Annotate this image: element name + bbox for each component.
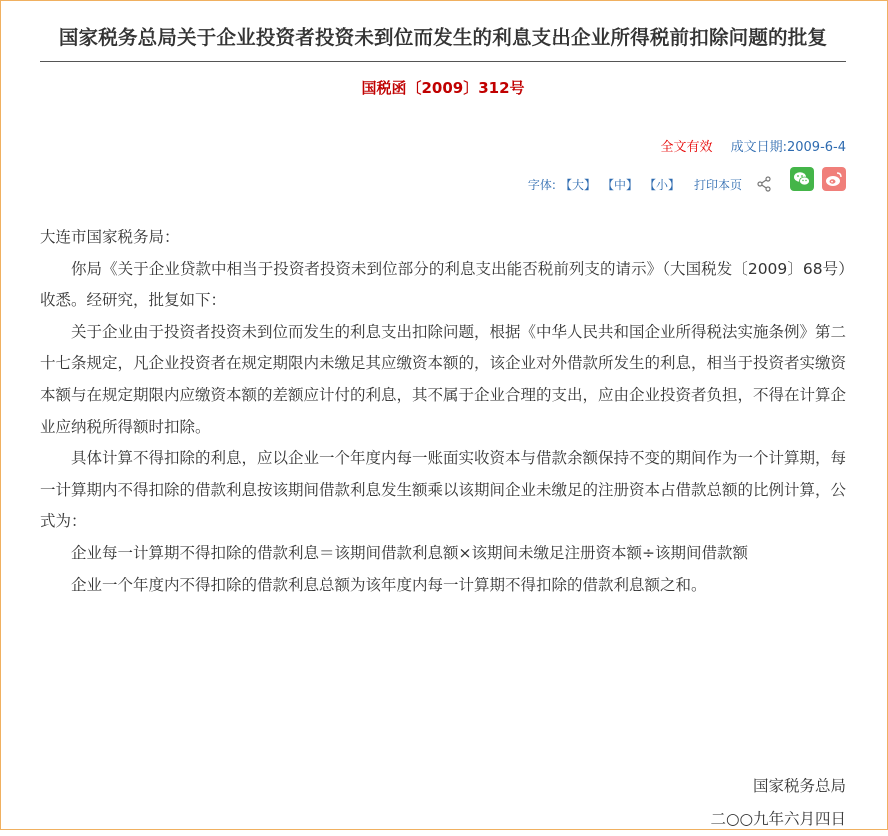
document-meta (40, 136, 846, 156)
font-large-link[interactable]: 【大】 (559, 177, 596, 192)
issuer-name: 国家税务总局 (752, 777, 846, 795)
font-size-label: 字体: (527, 177, 556, 192)
wechat-icon[interactable] (790, 167, 814, 191)
body-paragraph: 你局《关于企业贷款中相当于投资者投资未到位部分的利息支出能否税前列支的请示》（大国税发〔2009〕68号）收悉。经研究，批复如下： (40, 259, 846, 310)
body-paragraph: 企业一个年度内不得扣除的借款利息总额为该年度内每一计算期不得扣除的借款利息额之和。 (71, 575, 707, 594)
share-icon[interactable] (756, 176, 772, 192)
body-paragraph: 关于企业由于投资者投资未到位而发生的利息支出扣除问题，根据《中华人民共和国企业所得税法实施条例》第二十七条规定，凡企业投资者在规定期限内未缴足其应缴资本额的，该企业对外借款所发生的利息，相当于投资者实缴资本额与在规定期限内应缴资本额的差额应计付的利息，其不属于企业合理的支出，应由企业投资者负担，不得在计算企业应纳税所得额时扣除。 (40, 322, 847, 436)
weibo-icon[interactable] (822, 167, 846, 191)
document-page (40, 0, 847, 828)
formula-paragraph: 企业每一计算期不得扣除的借款利息＝该期间借款利息额×该期间未缴足注册资本额÷该期间借款额 (71, 543, 748, 562)
validity-status: 全文有效 (660, 140, 713, 155)
font-toolbar (40, 166, 846, 202)
font-small-link[interactable]: 【小】 (643, 177, 680, 192)
issue-date: 成文日期:2009-6-4 (730, 140, 846, 155)
print-page-link[interactable]: 打印本页 (693, 177, 742, 192)
signature-date: 二○○九年六月四日 (710, 810, 846, 828)
body-paragraph: 具体计算不得扣除的利息，应以企业一个年度内每一账面实收资本与借款余额保持不变的期间作为一个计算期，每一计算期内不得扣除的借款利息按该期间借款利息发生额乘以该期间企业未缴足的注册资本占借款总额的比例计算，公式为： (40, 449, 847, 531)
document-number: 国税函〔2009〕312号 (361, 79, 525, 97)
font-medium-link[interactable]: 【中】 (601, 177, 638, 192)
document-title: 国家税务总局关于企业投资者投资未到位而发生的利息支出企业所得税前扣除问题的批复 (58, 26, 828, 49)
document-body (40, 222, 846, 601)
title-divider (40, 61, 846, 62)
salutation: 大连市国家税务局： (40, 228, 180, 246)
signature-block (710, 770, 846, 836)
